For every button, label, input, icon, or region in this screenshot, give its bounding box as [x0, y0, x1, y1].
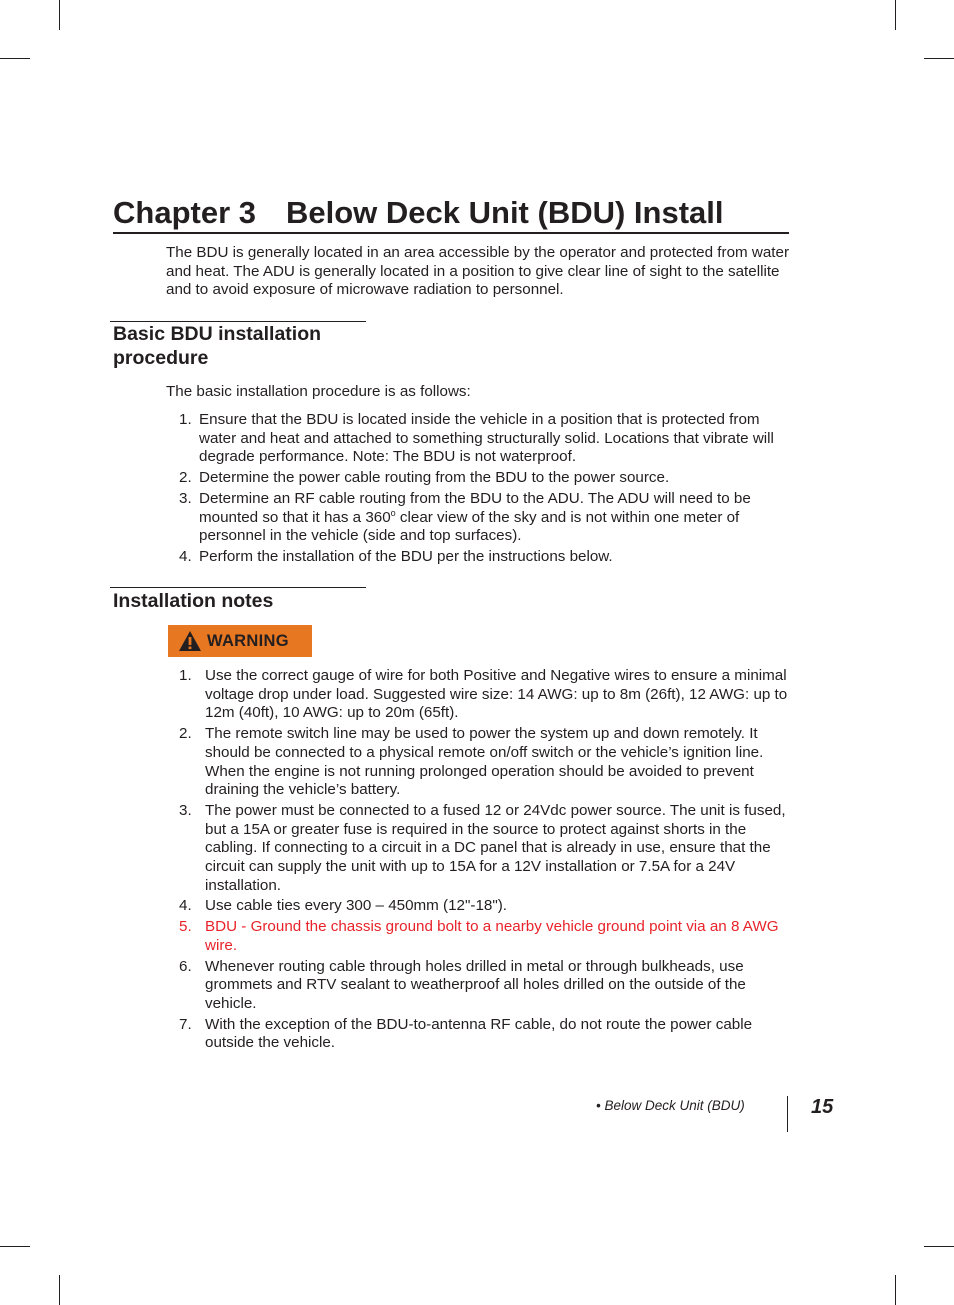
list-number: 7. — [179, 1015, 192, 1033]
list-text: With the exception of the BDU-to-antenna RF cable, do not route the power cable outside the vehicle. — [205, 1015, 753, 1052]
list-number: 1. — [179, 667, 192, 684]
list-text: The power must be connected to a fused 12 or 24Vdc power source. The unit is fused, but a 15A or greater fuse is required in the source to protect against shorts in the cabling. If connecting to a circuit in a DC panel that is already in use, ensure that the circuit can supply the unit with up to 15A for a 12V installation or 7.5A for a 24V installation. — [205, 801, 786, 894]
list-item — [179, 725, 789, 800]
crop-mark — [59, 0, 60, 30]
list-text: Use cable ties every 300 – 450mm (12"-18"). — [205, 897, 508, 915]
degree-superscript: o — [390, 507, 396, 518]
list-text: Determine an RF cable routing from the BDU to the ADU. The ADU will need to be mounted so that it has a 360 — [199, 489, 751, 526]
intro-paragraph: The BDU is generally located in an area accessible by the operator and protected from water and heat. The ADU is generally located in a position to give clear line of sight to the satellite and to avoid exposure of microwave radiation to personnel. — [166, 244, 790, 299]
list-text: Determine the power cable routing from the BDU to the power source. — [199, 469, 670, 487]
crop-mark — [59, 1275, 60, 1305]
list-number: 3. — [179, 801, 192, 819]
chapter-title — [113, 194, 789, 234]
list-text: Ensure that the BDU is located inside the vehicle in a position that is protected from water and heat and attached to something structurally solid. Locations that vibrate will degrade performance. Note: The BDU is not waterproof. — [199, 411, 774, 466]
list-item — [179, 548, 781, 567]
list-item — [179, 802, 789, 896]
list-item — [179, 667, 789, 723]
list-number: 6. — [179, 957, 192, 975]
list-number: 4. — [179, 897, 192, 915]
warning-banner — [168, 625, 312, 657]
list-text: BDU - Ground the chassis ground bolt to a nearby vehicle ground point via an 8 AWG wire. — [205, 918, 779, 954]
list-item — [179, 958, 789, 1014]
crop-mark — [895, 1275, 896, 1305]
list-item — [179, 490, 781, 546]
installation-steps-list — [179, 411, 781, 569]
installation-notes-list — [179, 667, 789, 1055]
chapter-title-text: Below Deck Unit (BDU) Install — [286, 195, 724, 230]
list-text: clear view of the sky and is not within one meter of personnel in the vehicle (side and top surfaces). — [199, 508, 740, 545]
footer-section-label: • Below Deck Unit (BDU) — [596, 1098, 745, 1113]
list-text: Perform the installation of the BDU per the instructions below. — [199, 547, 613, 565]
list-number: 2. — [179, 725, 192, 743]
page-number: 15 — [811, 1096, 834, 1118]
list-text: Whenever routing cable through holes drilled in metal or through bulkheads, use grommets and RTV sealant to weatherproof all holes drilled on the outside of the vehicle. — [205, 957, 746, 1012]
list-item — [179, 411, 781, 467]
warning-triangle-icon — [178, 630, 202, 652]
list-number: 1. — [179, 411, 192, 428]
crop-mark — [924, 58, 954, 59]
section-divider — [110, 587, 366, 588]
crop-mark — [0, 58, 30, 59]
steps-lead-text: The basic installation procedure is as follows: — [166, 383, 471, 400]
warning-label: WARNING — [207, 631, 289, 650]
section-heading-basic-install: Basic BDU installation procedure — [113, 323, 322, 369]
footer-divider — [787, 1096, 788, 1132]
section-heading-installation-notes: Installation notes — [113, 590, 274, 612]
list-text: The remote switch line may be used to power the system up and down remotely. It should be connected to a physical remote on/off switch or the vehicle’s ignition line. When the engine is not running prolonged operation should be avoided to prevent draining the vehicle’s battery. — [205, 725, 764, 799]
list-item — [179, 1016, 789, 1053]
crop-mark — [0, 1246, 30, 1247]
list-number: 2. — [179, 469, 192, 487]
list-number: 4. — [179, 547, 192, 565]
list-number: 5. — [179, 918, 192, 936]
list-text: Use the correct gauge of wire for both Positive and Negative wires to ensure a minimal voltage drop under load. Suggested wire size: 14 AWG: up to 8m (26ft), 12 AWG: up to 12m (40ft), 10 AWG: up to 20m (65ft). — [205, 667, 788, 722]
chapter-number: Chapter 3 — [113, 195, 256, 230]
list-item-highlighted — [179, 918, 789, 955]
crop-mark — [924, 1246, 954, 1247]
list-number: 3. — [179, 489, 192, 507]
list-item — [179, 469, 781, 488]
crop-mark — [895, 0, 896, 30]
list-item — [179, 897, 789, 916]
